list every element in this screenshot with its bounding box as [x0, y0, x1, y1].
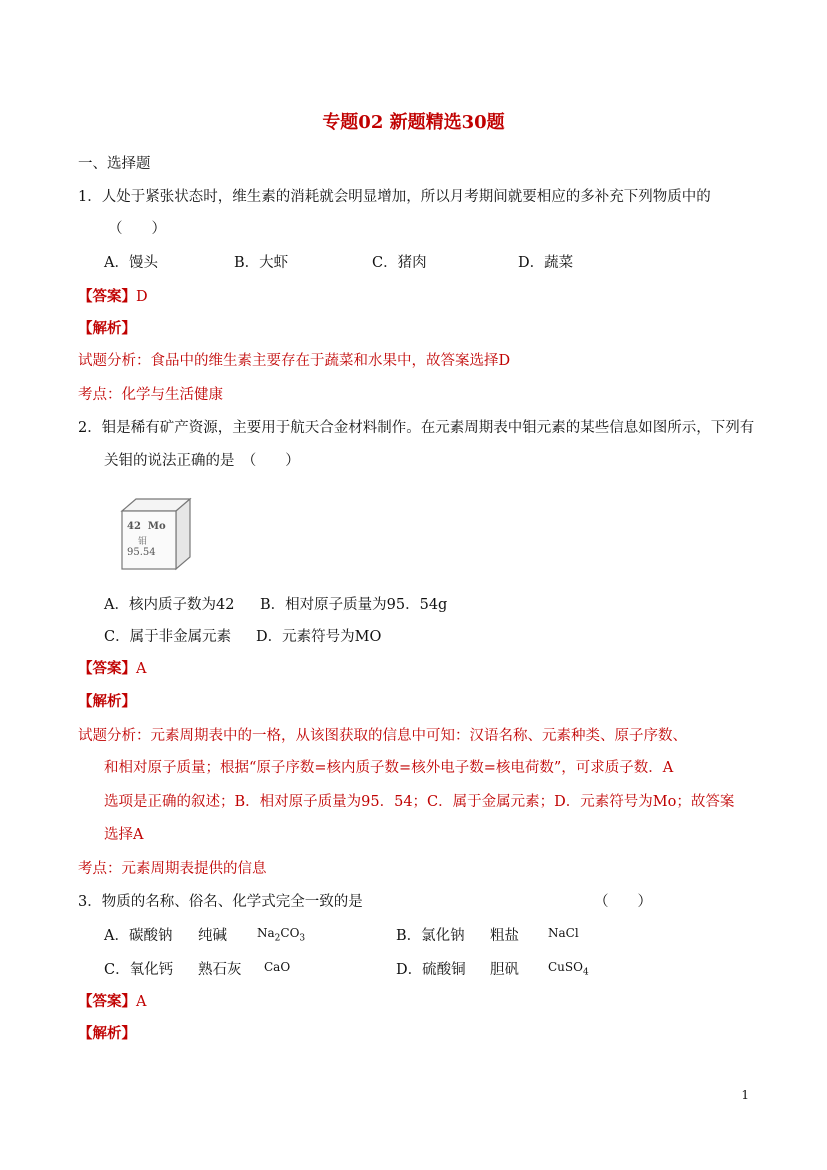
answer-label: 【答案】: [78, 993, 136, 1010]
q2-option-c: C．属于非金属元素: [104, 629, 232, 645]
formula-part: Na: [257, 926, 275, 940]
q1-stem-line1: 1．人处于紧张状态时，维生素的消耗就会明显增加，所以月考期间就要相应的多补充下列物质中的: [78, 189, 711, 205]
formula-sub: 3: [299, 933, 306, 944]
q2-option-a: A．核内质子数为42: [104, 597, 235, 613]
element-number: 42: [127, 521, 141, 532]
element-cube-figure: [112, 497, 194, 577]
page-title: 专题02 新题精选30题: [322, 112, 505, 133]
element-mass: 95.54: [127, 547, 156, 558]
answer-value: A: [136, 994, 147, 1010]
formula-part: CO: [280, 926, 300, 940]
q3-analysis-label: 【解析】: [78, 1025, 136, 1042]
q3-paren: （ ）: [594, 894, 652, 910]
q3-a-formula: [257, 926, 305, 943]
q3-b-name: B．氯化钠: [396, 928, 465, 944]
q1-analysis: 试题分析：食品中的维生素主要存在于蔬菜和水果中，故答案选择D: [78, 353, 511, 369]
q2-kaodian: 考点：元素周期表提供的信息: [78, 861, 267, 877]
q3-c-common: 熟石灰: [198, 962, 242, 978]
q2-analysis-line2: 和相对原子质量；根据“原子序数=核内质子数=核外电子数=核电荷数”，可求质子数．A: [104, 760, 674, 776]
q2-option-b: B．相对原子质量为95．54g: [260, 597, 448, 613]
q3-stem: 3．物质的名称、俗名、化学式完全一致的是: [78, 894, 363, 910]
answer-value: A: [136, 661, 147, 677]
q1-analysis-label: 【解析】: [78, 320, 136, 337]
q3-b-common: 粗盐: [490, 928, 519, 944]
formula-part: CuSO: [548, 960, 583, 974]
q1-stem-line2: （ ）: [108, 221, 166, 237]
q2-option-d: D．元素符号为MO: [256, 629, 382, 645]
q3-d-formula: [548, 960, 589, 977]
q1-option-c: C．猪肉: [372, 255, 427, 271]
element-number-symbol: [127, 521, 166, 532]
q2-analysis-line1: 试题分析：元素周期表中的一格，从该图获取的信息中可知：汉语名称、元素种类、原子序数、: [78, 728, 687, 744]
q3-c-name: C．氧化钙: [104, 962, 174, 978]
q1-option-b: B．大虾: [234, 255, 289, 271]
q3-b-formula: NaCl: [548, 926, 579, 940]
q1-option-d: D．蔬菜: [518, 255, 574, 271]
q1-answer: [78, 285, 148, 306]
q2-stem-line2: 关钼的说法正确的是 （ ）: [104, 453, 300, 469]
q3-d-common: 胆矾: [490, 962, 519, 978]
q2-answer: [78, 657, 146, 678]
q3-c-formula: CaO: [264, 960, 291, 974]
cube-outline: [112, 497, 194, 573]
answer-label: 【答案】: [78, 660, 136, 677]
element-symbol: Mo: [147, 521, 166, 532]
q3-a-name: A．碳酸钠: [104, 928, 173, 944]
answer-value: D: [136, 289, 148, 305]
page-number: 1: [741, 1088, 749, 1102]
q3-answer: [78, 990, 146, 1011]
element-name: 钼: [138, 537, 148, 547]
q2-analysis-line4: 选择A: [104, 827, 144, 843]
formula-sub: 4: [582, 967, 589, 978]
q2-stem-line1: 2．钼是稀有矿产资源，主要用于航天合金材料制作。在元素周期表中钼元素的某些信息如图所示，下列有: [78, 420, 755, 436]
q3-a-common: 纯碱: [198, 928, 227, 944]
q2-analysis-label: 【解析】: [78, 693, 136, 710]
q3-d-name: D．硫酸铜: [396, 962, 466, 978]
q2-analysis-line3: 选项是正确的叙述；B．相对原子质量为95．54；C．属于金属元素；D．元素符号为Mo；故答案: [104, 794, 735, 810]
formula-sub: 2: [274, 933, 281, 944]
q1-kaodian: 考点：化学与生活健康: [78, 387, 223, 403]
q1-option-a: A．馒头: [104, 255, 158, 271]
section-heading: 一、选择题: [78, 156, 151, 172]
answer-label: 【答案】: [78, 288, 136, 305]
